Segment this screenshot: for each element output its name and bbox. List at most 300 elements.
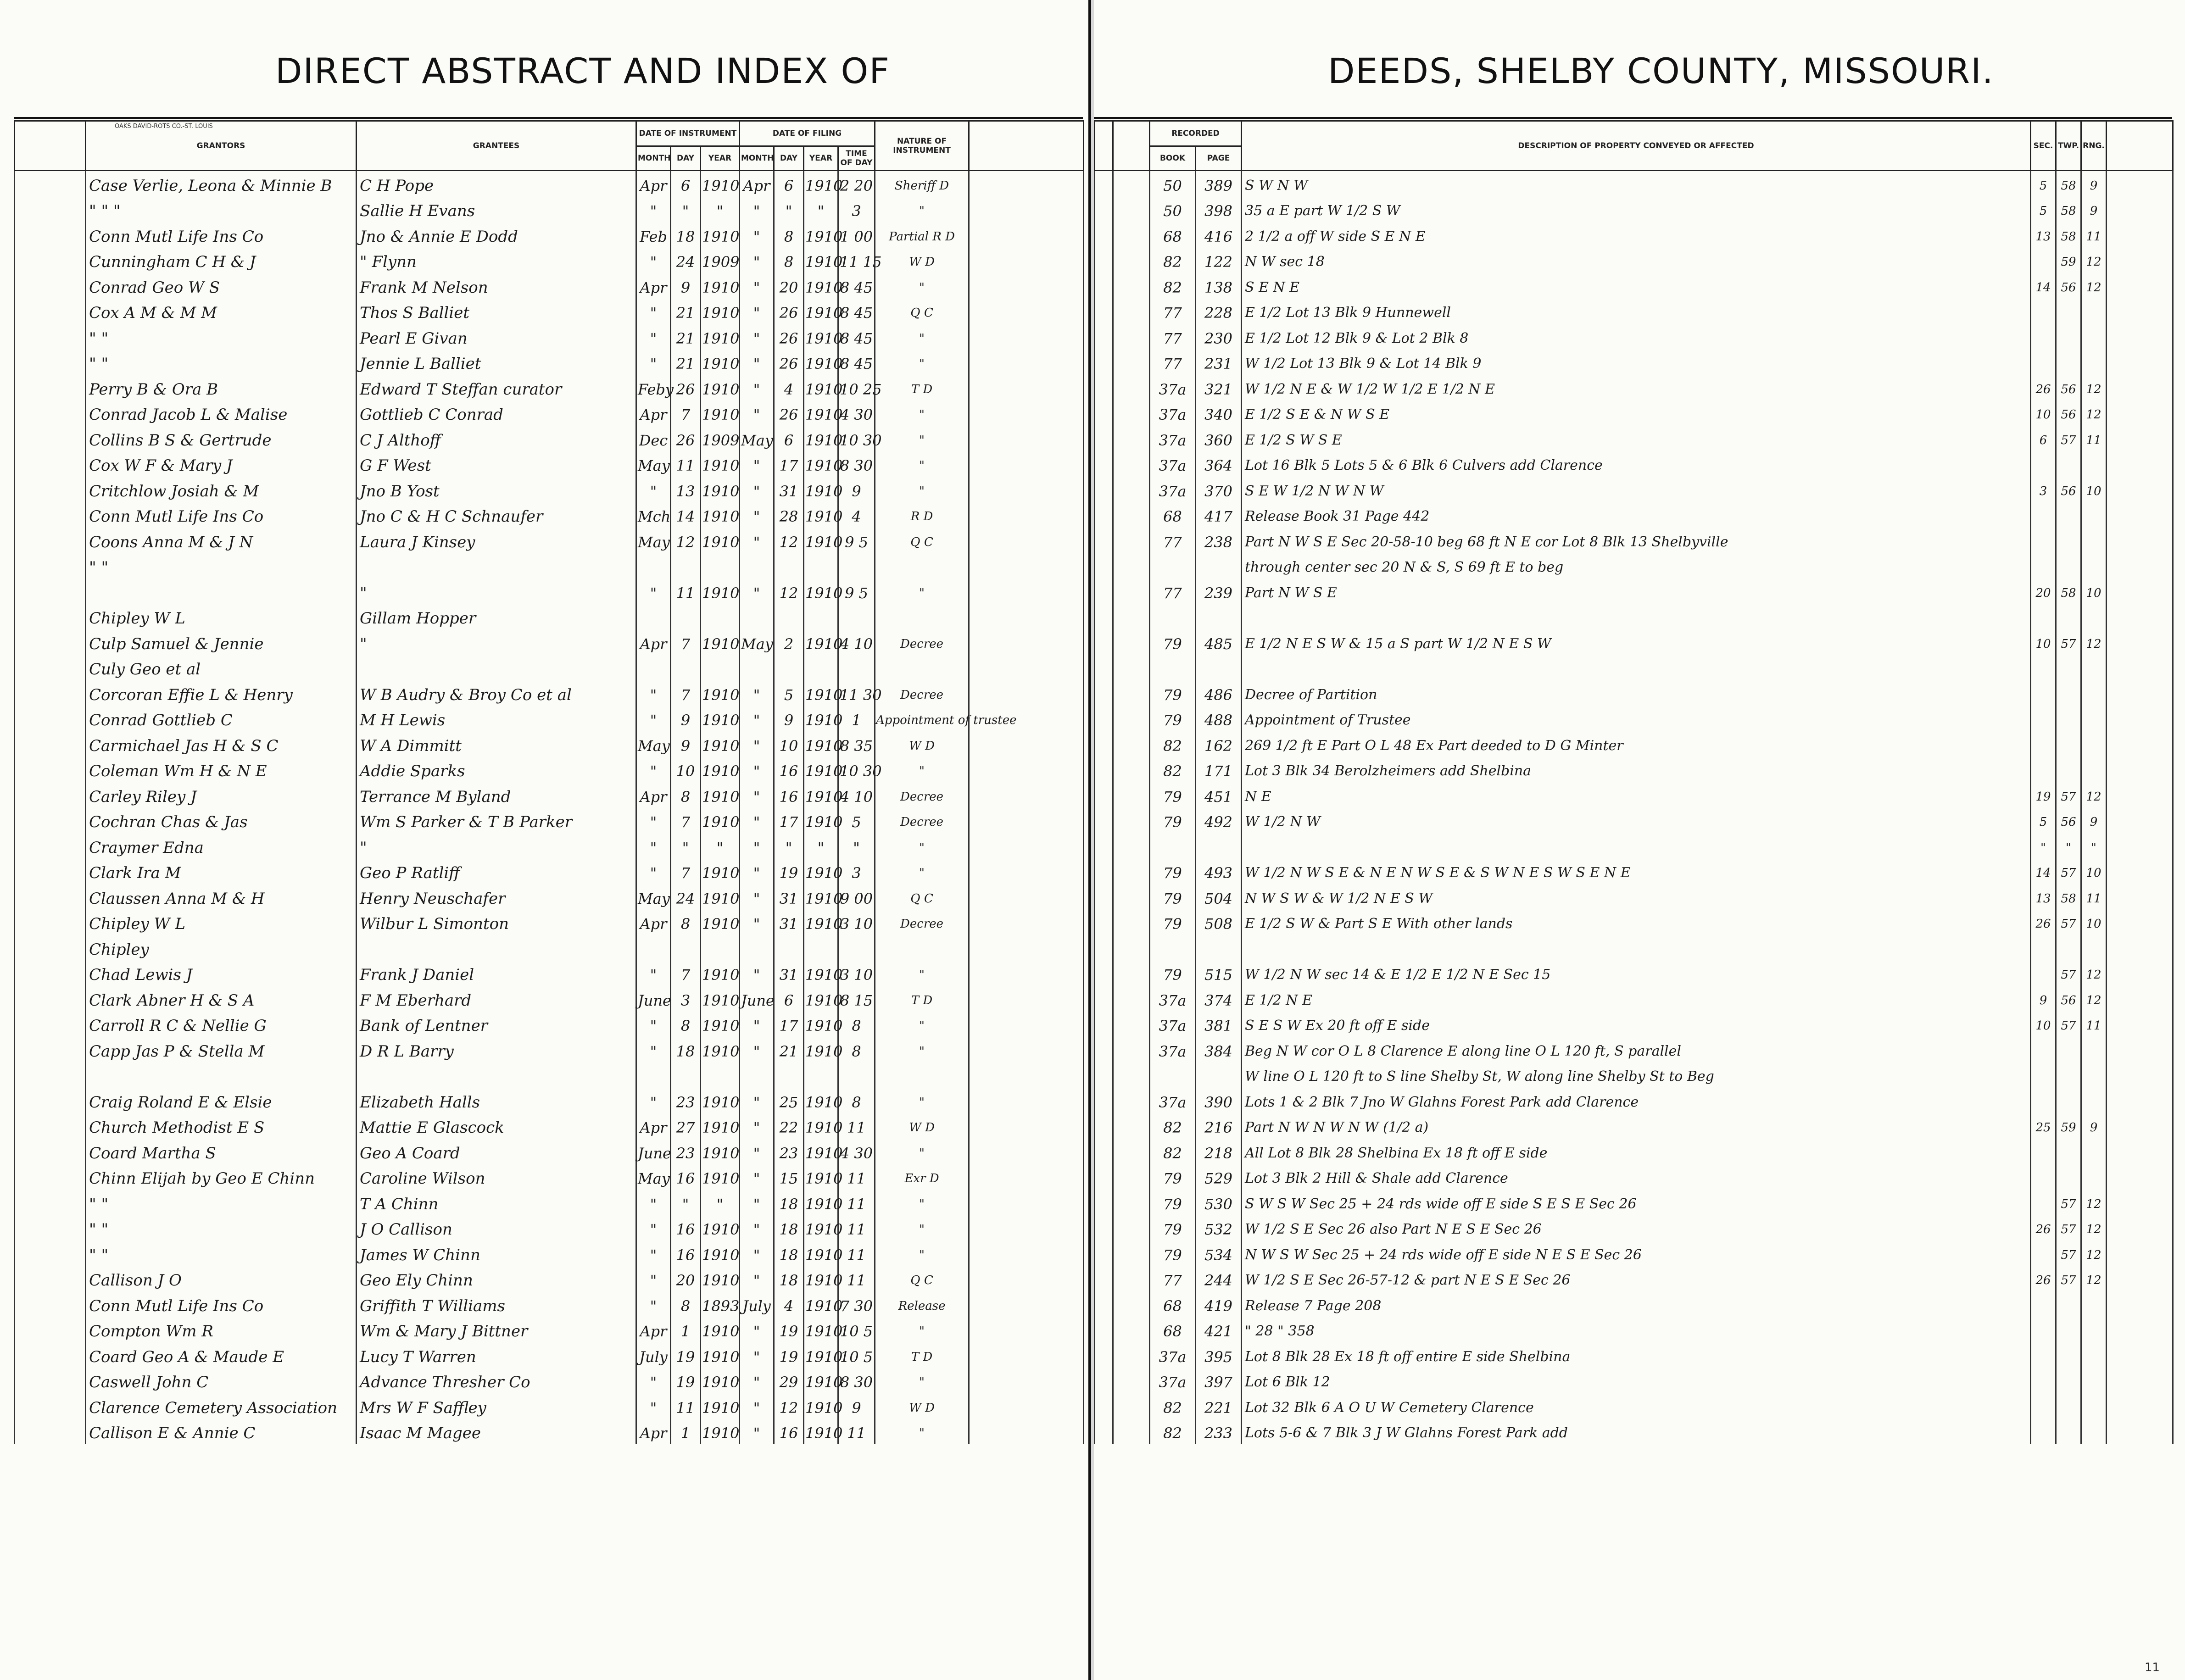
margin-cell: [15, 1164, 86, 1190]
twp-cell: 57: [2056, 1215, 2081, 1241]
page-cell: 530: [1196, 1190, 1242, 1215]
instrument-day-cell: 7: [671, 859, 701, 885]
edge-cell: [2107, 1037, 2173, 1063]
sec-cell: [2031, 1342, 2056, 1368]
instrument-year-cell: 1910: [701, 579, 740, 604]
book-cell: [1150, 935, 1196, 961]
table-row: [15, 1342, 1084, 1368]
spine-cell: [969, 1266, 1084, 1292]
filing-time-cell: 10 25: [838, 375, 875, 401]
filing-year-cell: [804, 655, 838, 681]
nature-cell: Partial R D: [875, 222, 969, 248]
spacer-cell: [1113, 859, 1150, 885]
filing-month-cell: [740, 655, 774, 681]
nature-cell: [875, 655, 969, 681]
book-cell: [1150, 1063, 1196, 1088]
filing-month-cell: May: [740, 629, 774, 655]
grantor-cell: Chinn Elijah by Geo E Chinn: [86, 1164, 357, 1190]
instrument-year-cell: [701, 553, 740, 579]
rng-cell: [2081, 1164, 2107, 1190]
instrument-month-cell: May: [636, 451, 671, 477]
instrument-month-cell: May: [636, 528, 671, 553]
spacer-cell: [1113, 1241, 1150, 1266]
spine-cell: [969, 579, 1084, 604]
instrument-month-cell: ": [636, 579, 671, 604]
edge-cell: [2107, 502, 2173, 528]
margin-cell: [15, 1037, 86, 1063]
instrument-month-cell: ": [636, 833, 671, 859]
instrument-month-cell: ": [636, 1241, 671, 1266]
spine-cell: [969, 884, 1084, 910]
rng-cell: 9: [2081, 171, 2107, 197]
book-cell: 79: [1150, 782, 1196, 808]
table-row: [1095, 884, 2173, 910]
instrument-year-cell: 1909: [701, 426, 740, 451]
book-cell: 37a: [1150, 477, 1196, 502]
margin-cell: [15, 1368, 86, 1394]
nature-cell: Q C: [875, 299, 969, 324]
table-row: [1095, 1241, 2173, 1266]
instrument-month-cell: Apr: [636, 273, 671, 299]
edge-cell: [2107, 731, 2173, 757]
edge-cell: [2107, 1063, 2173, 1088]
page-cell: 384: [1196, 1037, 1242, 1063]
sec-cell: [2031, 1037, 2056, 1063]
page-cell: 493: [1196, 859, 1242, 885]
instrument-month-cell: May: [636, 731, 671, 757]
grantor-cell: Conn Mutl Life Ins Co: [86, 1291, 357, 1317]
filing-year-cell: 1910: [804, 222, 838, 248]
filing-month-cell: [740, 1063, 774, 1088]
filing-month-cell: ": [740, 1215, 774, 1241]
margin-cell: [1095, 884, 1113, 910]
spacer-cell: [1113, 451, 1150, 477]
book-cell: 50: [1150, 171, 1196, 197]
margin-cell: [1095, 350, 1113, 375]
book-cell: 77: [1150, 350, 1196, 375]
instrument-day-cell: 8: [671, 782, 701, 808]
spacer-cell: [1113, 1393, 1150, 1419]
grantor-cell: Caswell John C: [86, 1368, 357, 1394]
filing-day-cell: 20: [774, 273, 804, 299]
spine-cell: [969, 1342, 1084, 1368]
instrument-day-cell: 19: [671, 1368, 701, 1394]
sec-cell: [2031, 1393, 2056, 1419]
sec-cell: [2031, 350, 2056, 375]
description-cell: Beg N W cor O L 8 Clarence E along line O L 120 ft, S parallel: [1242, 1037, 2031, 1063]
rng-cell: [2081, 1291, 2107, 1317]
rng-cell: [2081, 1139, 2107, 1164]
filing-time-cell: 7 30: [838, 1291, 875, 1317]
description-cell: [1242, 604, 2031, 630]
rng-cell: [2081, 604, 2107, 630]
margin-cell: [1095, 655, 1113, 681]
margin-cell: [1095, 833, 1113, 859]
margin-cell: [1095, 222, 1113, 248]
table-row: [1095, 808, 2173, 834]
description-header: DESCRIPTION OF PROPERTY CONVEYED OR AFFECTED: [1242, 121, 2031, 171]
table-row: [15, 299, 1084, 324]
description-cell: E 1/2 S W S E: [1242, 426, 2031, 451]
page-cell: 486: [1196, 680, 1242, 706]
margin-cell: [15, 1088, 86, 1113]
grantors-header: GRANTORS: [86, 121, 357, 171]
table-row: [15, 1317, 1084, 1343]
rng-cell: 9: [2081, 808, 2107, 834]
filing-day-cell: 9: [774, 706, 804, 732]
book-cell: 79: [1150, 1241, 1196, 1266]
page-cell: 162: [1196, 731, 1242, 757]
filing-day-cell: 19: [774, 1317, 804, 1343]
instrument-month-cell: ": [636, 1266, 671, 1292]
filing-time-cell: ": [838, 833, 875, 859]
book-cell: 79: [1150, 859, 1196, 885]
spacer-cell: [1113, 1063, 1150, 1088]
table-row: [1095, 1317, 2173, 1343]
instrument-month-cell: ": [636, 961, 671, 986]
rng-cell: 11: [2081, 426, 2107, 451]
nature-cell: T D: [875, 1342, 969, 1368]
rng-cell: 12: [2081, 1190, 2107, 1215]
book-cell: 37a: [1150, 401, 1196, 426]
twp-cell: [2056, 680, 2081, 706]
margin-cell: [15, 655, 86, 681]
nature-cell: ": [875, 859, 969, 885]
page-cell: 138: [1196, 273, 1242, 299]
filing-time-cell: 9 5: [838, 528, 875, 553]
filing-time-cell: 5: [838, 808, 875, 834]
filing-time-cell: 8 35: [838, 731, 875, 757]
sec-cell: 25: [2031, 1113, 2056, 1139]
margin-cell: [1095, 629, 1113, 655]
filing-time-cell: 4 30: [838, 1139, 875, 1164]
instrument-day-cell: 10: [671, 757, 701, 783]
filing-day-cell: 26: [774, 324, 804, 350]
edge-cell: [2107, 1393, 2173, 1419]
filing-day-cell: [774, 655, 804, 681]
instrument-year-cell: 1910: [701, 680, 740, 706]
grantee-cell: [357, 553, 636, 579]
right-page-title: DEEDS, SHELBY COUNTY, MISSOURI.: [1328, 50, 1994, 91]
instrument-month-cell: Apr: [636, 910, 671, 935]
instrument-month-cell: Apr: [636, 1317, 671, 1343]
filing-month-cell: ": [740, 579, 774, 604]
filing-day-cell: 12: [774, 1393, 804, 1419]
spine-cell: [969, 528, 1084, 553]
twp-cell: [2056, 350, 2081, 375]
book-cell: [1150, 553, 1196, 579]
margin-cell: [15, 1215, 86, 1241]
table-row: [1095, 629, 2173, 655]
sec-cell: [2031, 731, 2056, 757]
grantee-cell: Jennie L Balliet: [357, 350, 636, 375]
table-row: [15, 350, 1084, 375]
table-row: [1095, 706, 2173, 732]
rng-cell: [2081, 553, 2107, 579]
grantee-cell: ": [357, 579, 636, 604]
filing-year-cell: 1910: [804, 1317, 838, 1343]
instrument-day-cell: 6: [671, 171, 701, 197]
spine-cell: [969, 1190, 1084, 1215]
margin-header: [15, 121, 86, 171]
book-cell: 79: [1150, 629, 1196, 655]
table-row: [15, 1419, 1084, 1445]
instrument-day-cell: 21: [671, 324, 701, 350]
filing-month-cell: ": [740, 375, 774, 401]
filing-year-cell: 1910: [804, 350, 838, 375]
description-cell: [1242, 655, 2031, 681]
filing-time-cell: 3: [838, 859, 875, 885]
nature-cell: ": [875, 1190, 969, 1215]
instrument-month-cell: Apr: [636, 629, 671, 655]
filing-year-cell: 1910: [804, 1241, 838, 1266]
sec-cell: 14: [2031, 273, 2056, 299]
sec-cell: [2031, 1190, 2056, 1215]
nature-cell: Release: [875, 1291, 969, 1317]
margin-cell: [1095, 579, 1113, 604]
margin-cell: [15, 528, 86, 553]
table-row: [1095, 579, 2173, 604]
filing-time-cell: 2 20: [838, 171, 875, 197]
grantee-cell: C H Pope: [357, 171, 636, 197]
margin-cell: [15, 324, 86, 350]
filing-year-cell: 1910: [804, 579, 838, 604]
spacer-cell: [1113, 401, 1150, 426]
instrument-year-cell: 1910: [701, 350, 740, 375]
filing-time-cell: 8 45: [838, 350, 875, 375]
sec-cell: [2031, 706, 2056, 732]
edge-cell: [2107, 1317, 2173, 1343]
margin-cell: [15, 910, 86, 935]
instrument-year-cell: 1910: [701, 629, 740, 655]
page-cell: 340: [1196, 401, 1242, 426]
margin-cell: [15, 629, 86, 655]
rng-cell: [2081, 502, 2107, 528]
instrument-year-cell: 1910: [701, 171, 740, 197]
rng-cell: [2081, 350, 2107, 375]
description-cell: E 1/2 N E: [1242, 986, 2031, 1012]
filing-year-cell: 1910: [804, 1393, 838, 1419]
grantor-cell: Coard Martha S: [86, 1139, 357, 1164]
page-cell: [1196, 553, 1242, 579]
description-cell: E 1/2 Lot 13 Blk 9 Hunnewell: [1242, 299, 2031, 324]
filing-year-cell: 1910: [804, 299, 838, 324]
description-cell: [1242, 833, 2031, 859]
edge-cell: [2107, 680, 2173, 706]
margin-cell: [15, 350, 86, 375]
filing-month-cell: ": [740, 477, 774, 502]
page-cell: 397: [1196, 1368, 1242, 1394]
instrument-month-cell: June: [636, 986, 671, 1012]
table-row: [15, 1012, 1084, 1037]
sec-cell: [2031, 1317, 2056, 1343]
filing-month-cell: ": [740, 757, 774, 783]
filing-day-cell: 31: [774, 910, 804, 935]
spacer-cell: [1113, 1037, 1150, 1063]
instrument-day-header: DAY: [671, 146, 701, 171]
filing-month-cell: Apr: [740, 171, 774, 197]
grantor-cell: " ": [86, 1190, 357, 1215]
nature-cell: Decree: [875, 808, 969, 834]
table-row: [15, 553, 1084, 579]
edge-cell: [2107, 477, 2173, 502]
property-description-table: [1094, 120, 2174, 1444]
instrument-year-cell: ": [701, 833, 740, 859]
table-row: [1095, 324, 2173, 350]
instrument-day-cell: 21: [671, 299, 701, 324]
spacer-cell: [1113, 706, 1150, 732]
sec-header: SEC.: [2031, 121, 2056, 171]
twp-cell: 57: [2056, 1241, 2081, 1266]
instrument-month-cell: Apr: [636, 1113, 671, 1139]
sec-cell: 13: [2031, 884, 2056, 910]
grantor-cell: Clark Abner H & S A: [86, 986, 357, 1012]
table-row: [15, 426, 1084, 451]
book-header: BOOK: [1150, 146, 1196, 171]
sec-cell: [2031, 655, 2056, 681]
filing-year-cell: 1910: [804, 1215, 838, 1241]
twp-cell: 57: [2056, 1012, 2081, 1037]
instrument-year-cell: 1910: [701, 324, 740, 350]
edge-cell: [2107, 782, 2173, 808]
right-ledger-page: [1094, 0, 2185, 1680]
instrument-year-cell: 1910: [701, 1037, 740, 1063]
spine-cell: [969, 1139, 1084, 1164]
page-header: PAGE: [1196, 146, 1242, 171]
instrument-day-cell: 1: [671, 1317, 701, 1343]
rng-cell: 10: [2081, 579, 2107, 604]
instrument-month-cell: Apr: [636, 1419, 671, 1445]
nature-cell: Decree: [875, 629, 969, 655]
spacer-cell: [1113, 1164, 1150, 1190]
spacer-cell: [1113, 324, 1150, 350]
grantee-cell: Terrance M Byland: [357, 782, 636, 808]
grantee-cell: Wm & Mary J Bittner: [357, 1317, 636, 1343]
description-cell: Lot 3 Blk 34 Berolzheimers add Shelbina: [1242, 757, 2031, 783]
instrument-day-cell: 9: [671, 731, 701, 757]
spacer-cell: [1113, 961, 1150, 986]
filing-year-cell: 1910: [804, 1368, 838, 1394]
grantor-cell: " " ": [86, 197, 357, 223]
instrument-year-cell: 1910: [701, 222, 740, 248]
margin-cell: [1095, 324, 1113, 350]
twp-cell: [2056, 1088, 2081, 1113]
sec-cell: [2031, 961, 2056, 986]
filing-day-cell: [774, 1063, 804, 1088]
twp-cell: [2056, 299, 2081, 324]
spine-cell: [969, 350, 1084, 375]
filing-month-cell: ": [740, 884, 774, 910]
filing-year-cell: 1910: [804, 248, 838, 273]
nature-cell: ": [875, 451, 969, 477]
nature-cell: [875, 604, 969, 630]
instrument-day-cell: 11: [671, 579, 701, 604]
title-rule: [1094, 117, 2172, 119]
grantor-cell: Conn Mutl Life Ins Co: [86, 502, 357, 528]
book-cell: 68: [1150, 1317, 1196, 1343]
margin-cell: [1095, 1190, 1113, 1215]
instrument-month-cell: [636, 655, 671, 681]
rng-cell: 12: [2081, 375, 2107, 401]
table-row: [15, 1088, 1084, 1113]
rng-cell: [2081, 680, 2107, 706]
grantor-cell: Collins B S & Gertrude: [86, 426, 357, 451]
filing-year-cell: ": [804, 833, 838, 859]
filing-month-cell: ": [740, 273, 774, 299]
instrument-day-cell: 16: [671, 1215, 701, 1241]
grantor-cell: " ": [86, 350, 357, 375]
margin-cell: [15, 273, 86, 299]
grantee-cell: Henry Neuschafer: [357, 884, 636, 910]
margin-cell: [15, 553, 86, 579]
grantee-cell: Geo Ely Chinn: [357, 1266, 636, 1292]
margin-cell: [15, 502, 86, 528]
filing-month-cell: ": [740, 451, 774, 477]
table-row: [1095, 1113, 2173, 1139]
filing-month-cell: ": [740, 1368, 774, 1394]
margin-cell: [1095, 1063, 1113, 1088]
edge-cell: [2107, 426, 2173, 451]
page-cell: 171: [1196, 757, 1242, 783]
grantee-cell: [357, 1063, 636, 1088]
grantor-cell: Coons Anna M & J N: [86, 528, 357, 553]
rng-cell: 9: [2081, 197, 2107, 223]
book-cell: 82: [1150, 757, 1196, 783]
edge-cell: [2107, 579, 2173, 604]
grantee-cell: M H Lewis: [357, 706, 636, 732]
filing-month-cell: May: [740, 426, 774, 451]
margin-cell: [1095, 502, 1113, 528]
twp-cell: 56: [2056, 477, 2081, 502]
sec-cell: 14: [2031, 859, 2056, 885]
spacer-cell: [1113, 935, 1150, 961]
rng-cell: 12: [2081, 1241, 2107, 1266]
spacer-cell: [1113, 1266, 1150, 1292]
spacer-cell: [1113, 528, 1150, 553]
margin-cell: [1095, 859, 1113, 885]
rng-cell: 11: [2081, 884, 2107, 910]
spine-cell: [969, 553, 1084, 579]
book-cell: 79: [1150, 1215, 1196, 1241]
edge-cell: [2107, 961, 2173, 986]
filing-month-cell: ": [740, 1342, 774, 1368]
instrument-year-cell: 1910: [701, 706, 740, 732]
edge-cell: [2107, 553, 2173, 579]
filing-time-cell: [838, 655, 875, 681]
book-cell: 82: [1150, 1419, 1196, 1445]
nature-cell: W D: [875, 1113, 969, 1139]
grantor-cell: Cunningham C H & J: [86, 248, 357, 273]
rng-cell: 10: [2081, 859, 2107, 885]
filing-month-cell: ": [740, 1088, 774, 1113]
table-row: [1095, 680, 2173, 706]
spine-cell: [969, 808, 1084, 834]
book-cell: 77: [1150, 299, 1196, 324]
grantor-cell: [86, 579, 357, 604]
instrument-month-cell: [636, 553, 671, 579]
table-row: [15, 222, 1084, 248]
edge-cell: [2107, 1291, 2173, 1317]
margin-cell: [15, 706, 86, 732]
filing-month-cell: ": [740, 782, 774, 808]
page-cell: 534: [1196, 1241, 1242, 1266]
nature-cell: [875, 553, 969, 579]
filing-month-cell: ": [740, 528, 774, 553]
instrument-year-cell: 1910: [701, 528, 740, 553]
grantor-cell: Conrad Gottlieb C: [86, 706, 357, 732]
instrument-year-cell: 1910: [701, 1368, 740, 1394]
filing-year-cell: 1910: [804, 629, 838, 655]
